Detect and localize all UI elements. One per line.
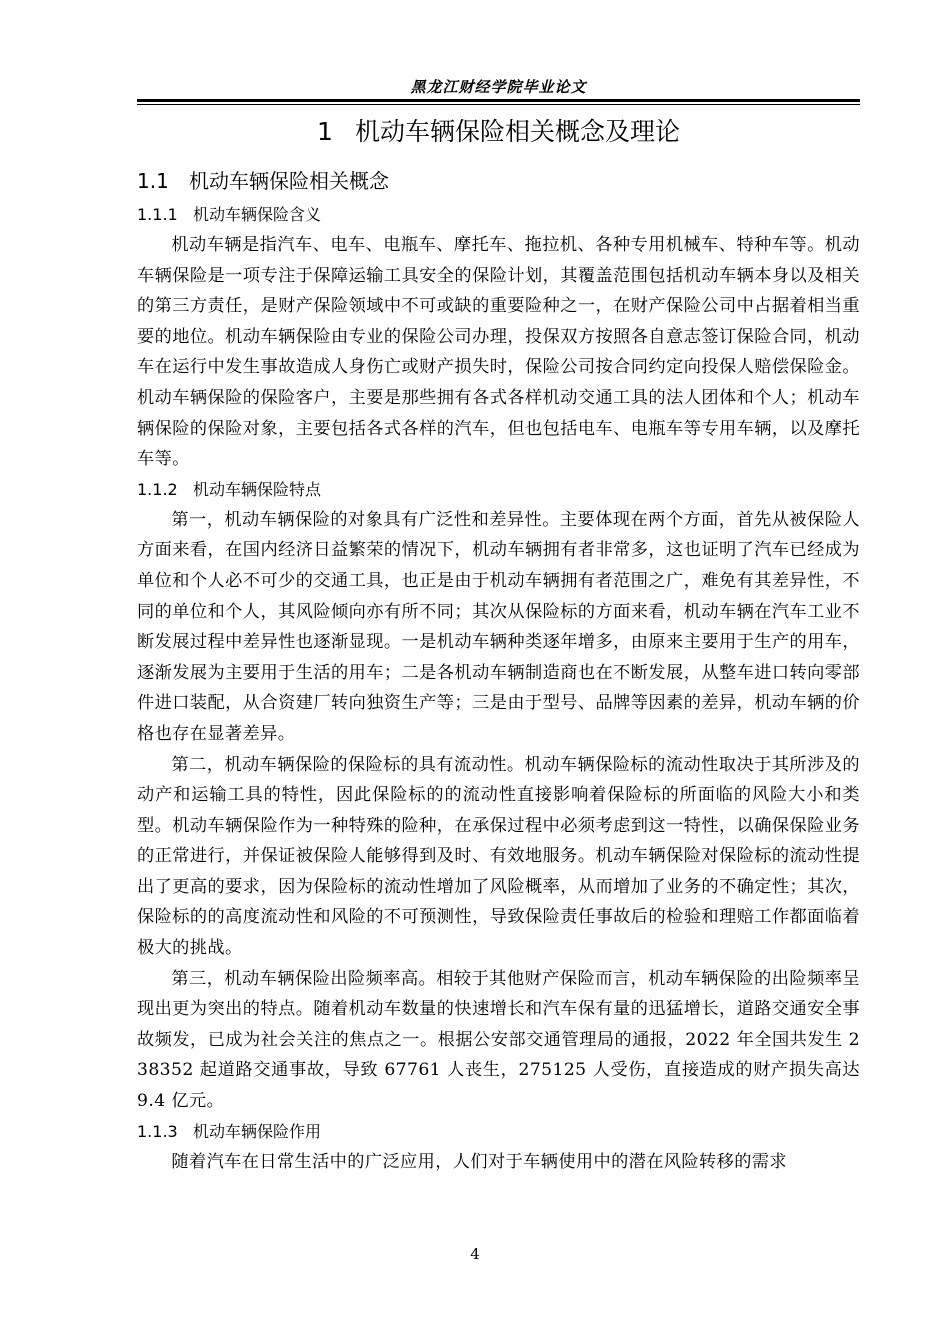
subsection-number: 1.1.1 bbox=[137, 205, 178, 224]
page-number: 4 bbox=[470, 1245, 480, 1263]
subsection-heading bbox=[137, 1117, 860, 1147]
body-paragraph: 第三，机动车辆保险出险频率高。相较于其他财产保险而言，机动车辆保险的出险频率呈现出更为突出的特点。随着机动车数量的快速增长和汽车保有量的迅猛增长，道路交通安全事故频发，已成为社会关注的焦点之一。根据公安部交通管理局的通报，2022 年全国共发生 238352 起道路交通事故，导致 67761 人丧生，275125 人受伤，直接造成的财产损失高达 9.4 亿元。 bbox=[137, 968, 860, 1112]
subsection-number: 1.1.3 bbox=[137, 1121, 178, 1141]
chapter-title-text: 机动车辆保险相关概念及理论 bbox=[354, 117, 680, 146]
header-rule-thin bbox=[137, 104, 860, 105]
subsection-heading bbox=[137, 475, 860, 505]
page-body bbox=[137, 112, 860, 1177]
body-paragraph: 机动车辆是指汽车、电车、电瓶车、摩托车、拖拉机、各种专用机械车、特种车等。机动车辆保险是一项专注于保障运输工具安全的保险计划，其覆盖范围包括机动车辆本身以及相关的第三方责任，是财产保险领域中不可或缺的重要险种之一，在财产保险公司中占据着相当重要的地位。机动车辆保险由专业的保险公司办理，投保双方按照各自意志签订保险合同，机动车在运行中发生事故造成人身伤亡或财产损失时，保险公司按合同约定向投保人赔偿保险金。机动车辆保险的保险客户，主要是那些拥有各式各样机动交通工具的法人团体和个人；机动车辆保险的保险对象，主要包括各式各样的汽车，但也包括电车、电瓶车等专用车辆，以及摩托车等。 bbox=[137, 235, 860, 470]
section-number: 1.1 bbox=[137, 169, 169, 193]
body-paragraph: 随着汽车在日常生活中的广泛应用，人们对于车辆使用中的潜在风险转移的需求 bbox=[171, 1151, 787, 1172]
subsection-number: 1.1.2 bbox=[137, 479, 178, 499]
chapter-number: 1 bbox=[317, 117, 333, 146]
subsection-title-text: 机动车辆保险作用 bbox=[193, 1121, 322, 1141]
running-header: 黑龙江财经学院毕业论文 bbox=[410, 78, 587, 96]
section-heading bbox=[137, 164, 860, 198]
subsection-heading bbox=[137, 200, 860, 230]
section-title-text: 机动车辆保险相关概念 bbox=[189, 169, 389, 193]
chapter-title bbox=[137, 112, 860, 152]
subsection-title-text: 机动车辆保险特点 bbox=[193, 479, 322, 499]
subsection-title-text: 机动车辆保险含义 bbox=[193, 205, 322, 224]
body-paragraph: 第一，机动车辆保险的对象具有广泛性和差异性。主要体现在两个方面，首先从被保险人方面来看，在国内经济日益繁荣的情况下，机动车辆拥有者非常多，这也证明了汽车已经成为单位和个人必不可少的交通工具，也正是由于机动车辆拥有者范围之广，难免有其差异性，不同的单位和个人，其风险倾向亦有所不同；其次从保险标的方面来看，机动车辆在汽车工业不断发展过程中差异性也逐渐显现。一是机动车辆种类逐年增多，由原来主要用于生产的用车，逐渐发展为主要用于生活的用车；二是各机动车辆制造商也在不断发展，从整车进口转向零部件进口装配，从合资建厂转向独资生产等；三是由于型号、品牌等因素的差异，机动车辆的价格也存在显著差异。 bbox=[137, 509, 860, 744]
header-rule bbox=[137, 99, 860, 102]
body-paragraph: 第二，机动车辆保险的保险标的具有流动性。机动车辆保险标的流动性取决于其所涉及的动产和运输工具的特性，因此保险标的的流动性直接影响着保险标的所面临的风险大小和类型。机动车辆保险作为一种特殊的险种，在承保过程中必须考虑到这一特性，以确保保险业务的正常进行，并保证被保险人能够得到及时、有效地服务。机动车辆保险对保险标的流动性提出了更高的要求，因为保险标的流动性增加了风险概率，从而增加了业务的不确定性；其次，保险标的的高度流动性和风险的不可预测性，导致保险责任事故后的检验和理赔工作都面临着极大的挑战。 bbox=[137, 754, 860, 959]
